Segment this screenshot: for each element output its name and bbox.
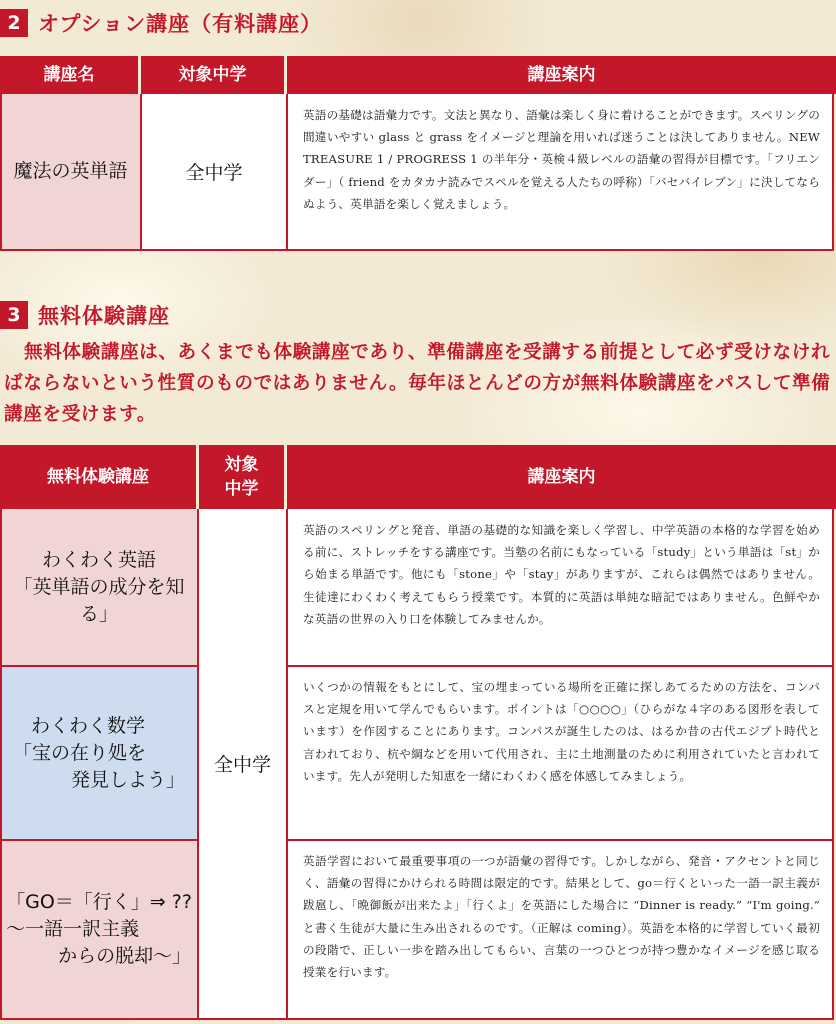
header-target-school: 対象中学 [141,56,284,94]
course-name-cell [0,509,198,666]
target-cell [198,509,287,1018]
section-title: オプション講座（有料講座） [38,12,323,36]
section-number-badge: 2 [0,9,28,37]
course-name-line: わくわく数学 [30,714,145,737]
course-description: 英語学習において最重要事項の一つが語彙の習得です。しかしながら、発音・アクセントと同じく、語彙の習得にかけられる時間は限定的です。結果として、go＝行くといった一語一訳主義が跋扈し、「晩御飯が出来たよ」「行くよ」を英語にした場合に “Dinner is ready.” “I'm going.” と書く生徒が大量に生み出されるのです。（正解は coming）。英語を本格的に学習していく最初の段階で、正しい一歩を踏み出してもらい、言葉の一つひとつが持つ豊かなイメージを感じ取る授業を行います。 [287,840,832,1018]
table-border [286,94,288,251]
header-target-line1: 対象 [224,455,259,475]
table-border [0,94,2,251]
course-name-line: わくわく英語 [41,549,156,571]
course-description: 英語のスペリングと発音、単語の基礎的な知識を楽しく学習し、中学英語の本格的な学習を始める前に、ストレッチをする講座です。当塾の名前にもなっている「study」という単語は「st」から始まる単語です。他にも「stone」や「stay」がありますが、これらは偶然ではありません。生徒達にわくわく考えてもらう授業です。本質的に英語は単純な暗記ではありません。色鮮やかな英語の世界の入り口を体験してみませんか。 [287,509,832,666]
course-name-cell [0,840,198,1018]
target-school: 全中学 [213,754,271,776]
course-description: 英語の基礎は語彙力です。文法と異なり、語彙は楽しく身に着けることができます。スペリングの間違いやすい glass と grass をイメージと理論を用いれば迷うことは決してありません。NEW TREASURE 1 / PROGRESS 1 の半年分・英検４級レベルの語彙の習得が目標です。「フリエンダー」（ friend をカタカナ読みでスペルを覚える人たちの呼称）「バセバイレブン」に決してならぬよう、英単語を楽しく覚えましょう。 [287,94,832,249]
header-course-name: 無料体験講座 [0,445,196,509]
table-border [287,839,834,841]
course-name-line: 発見しよう」 [70,768,185,791]
course-name-line: からの脱却〜」 [58,944,192,967]
table-border [0,665,198,667]
header-target-school [199,445,284,509]
course-name-line: 〜一語一訳主義 [6,917,140,940]
course-name-line: 「GO＝「行く」⇒ ?? [6,890,192,913]
course-name-cell [0,94,141,249]
table-border [0,839,198,841]
course-description: いくつかの情報をもとにして、宝の埋まっている場所を正確に探しあてるための方法を、コンパスと定規を用いて学んでもらいます。ポイントは「○○○○」（ひらがな４字のある図形を表しています）を作図することにあります。コンパスが誕生したのは、はるか昔の古代エジプト時代と言われており、杭や綱などを用いて代用され、主に土地測量のために利用されていたと言われています。先人が発明した知恵を一緒にわくわく感を体感してみましょう。 [287,666,832,840]
header-course-info: 講座案内 [287,56,836,94]
table-border [832,509,834,1020]
section-intro-text [4,337,834,430]
section-title: 無料体験講座 [38,304,170,328]
course-name-line: 「英単語の成分を知る」 [13,576,185,625]
table-border [197,509,199,1020]
table-border [0,509,2,1020]
table-border [0,249,834,251]
table-border [287,665,834,667]
section-number-badge: 3 [0,301,28,329]
target-school: 全中学 [185,162,243,184]
table-border [140,94,142,251]
header-course-info: 講座案内 [287,445,836,509]
target-cell [141,94,287,249]
section-3-heading [0,300,170,330]
section-2-heading [0,8,322,38]
course-name-line: 「宝の在り処を [12,741,146,764]
table-border [0,1018,834,1020]
intro-text: 無料体験講座は、あくまでも体験講座であり、準備講座を受講する前提として必ず受けなければならないという性質のものではありません。毎年ほとんどの方が無料体験講座をパスして準備講座を受けます。 [4,342,831,425]
course-name: 魔法の英単語 [13,160,128,182]
header-target-line2: 中学 [224,479,259,499]
table-border [832,94,834,251]
course-name-cell [0,666,198,840]
table-border [286,509,288,1020]
header-course-name: 講座名 [0,56,138,94]
